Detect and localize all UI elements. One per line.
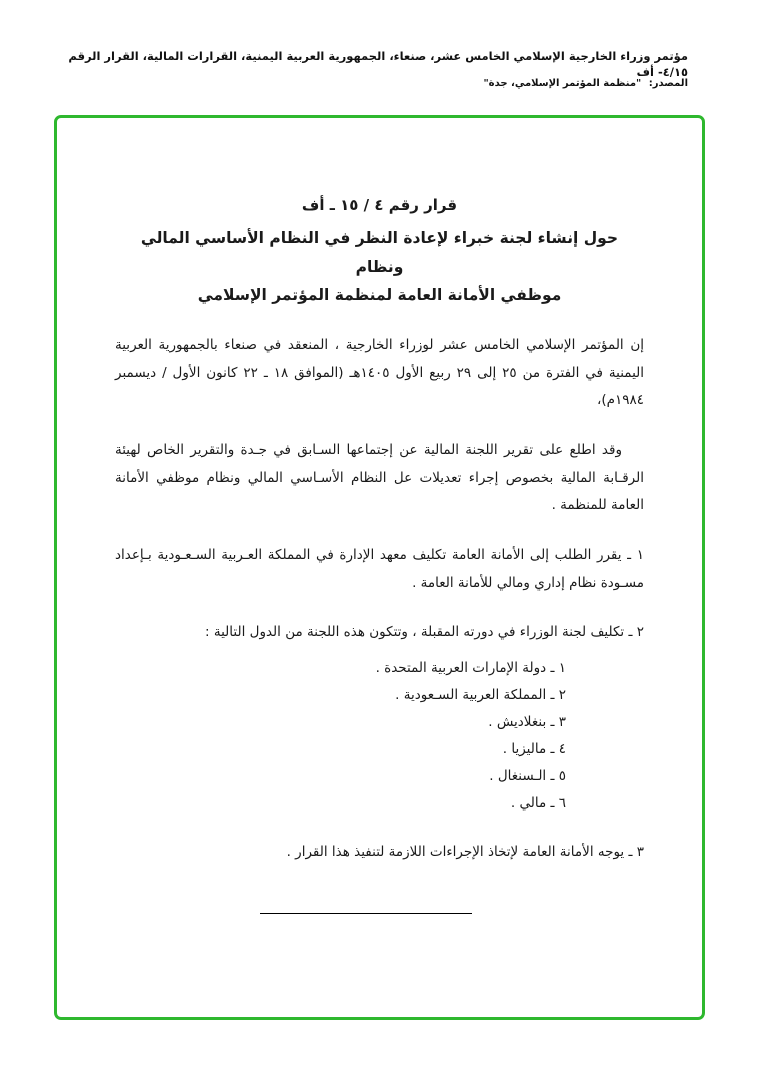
highlight-annotation-box (54, 115, 705, 1020)
committee-member-list (115, 655, 566, 817)
clause-1: ١ ـ يقرر الطلب إلى الأمانة العامة تكليف معهد الإدارة في المملكة العـربية السـعـودية بـإعداد مسـودة نظام إداري ومالي للأمانة العامة . (115, 547, 644, 591)
clause-2: ٢ ـ تكليف لجنة الوزراء في دورته المقبلة ، وتتكون هذه اللجنة من الدول التالية : (205, 624, 644, 641)
report-review-paragraph: وقد اطلع على تقرير اللجنة المالية عن إجتماعها السـابق في جـدة والتقرير الخاص لهيئة الرقـابة المالية بخصوص إجراء تعديلات عل النظام الأسـاسي المالي ونظام موظفي الأمانة العامة للمنظمة . (115, 442, 644, 514)
signature-divider-line (260, 913, 472, 914)
list-item: ٢ ـ المملكة العربية السـعودية . (395, 687, 566, 704)
decision-subtitle-line1: حول إنشاء لجنة خبراء لإعادة النظر في النظام الأساسي المالي ونظام (140, 229, 619, 276)
list-item: ١ ـ دولة الإمارات العربية المتحدة . (375, 660, 566, 677)
preamble-paragraph: إن المؤتمر الإسلامي الخامس عشر لوزراء الخارجية ، المنعقد في صنعاء بالجمهورية العربية اليمنية في الفترة من ٢٥ إلى ٢٩ ربيع الأول ١٤٠٥هـ (الموافق ١٨ ـ ٢٢ كانون الأول / ديسمبر ١٩٨٤م)، (115, 337, 645, 409)
source-value: "منظمة المؤتمر الإسلامي، جدة" (483, 78, 642, 89)
document-body (115, 196, 644, 914)
list-item: ٤ ـ ماليزيا . (502, 741, 566, 758)
list-item: ٥ ـ الـسنغال . (489, 768, 566, 785)
header-citation: مؤتمر وزراء الخارجية الإسلامي الخامس عشر، صنعاء، الجمهورية العربية اليمنية، القرارات المالية، القرار الرقم ٤/١٥- أف (68, 49, 688, 80)
list-item: ٣ ـ بنغلاديش . (488, 714, 566, 731)
clause-3: ٣ ـ يوجه الأمانة العامة لإتخاذ الإجراءات اللازمة لتنفيذ هذا القرار . (286, 844, 644, 861)
list-item: ٦ ـ مالي . (510, 795, 566, 812)
source-label: المصدر: (648, 78, 688, 89)
decision-number-title: قرار رقم ٤ / ١٥ ـ أف (301, 196, 458, 214)
decision-subtitle (115, 224, 644, 310)
source-line (483, 78, 688, 89)
decision-subtitle-line2: موظفي الأمانة العامة لمنظمة المؤتمر الإسلامي (197, 286, 562, 305)
